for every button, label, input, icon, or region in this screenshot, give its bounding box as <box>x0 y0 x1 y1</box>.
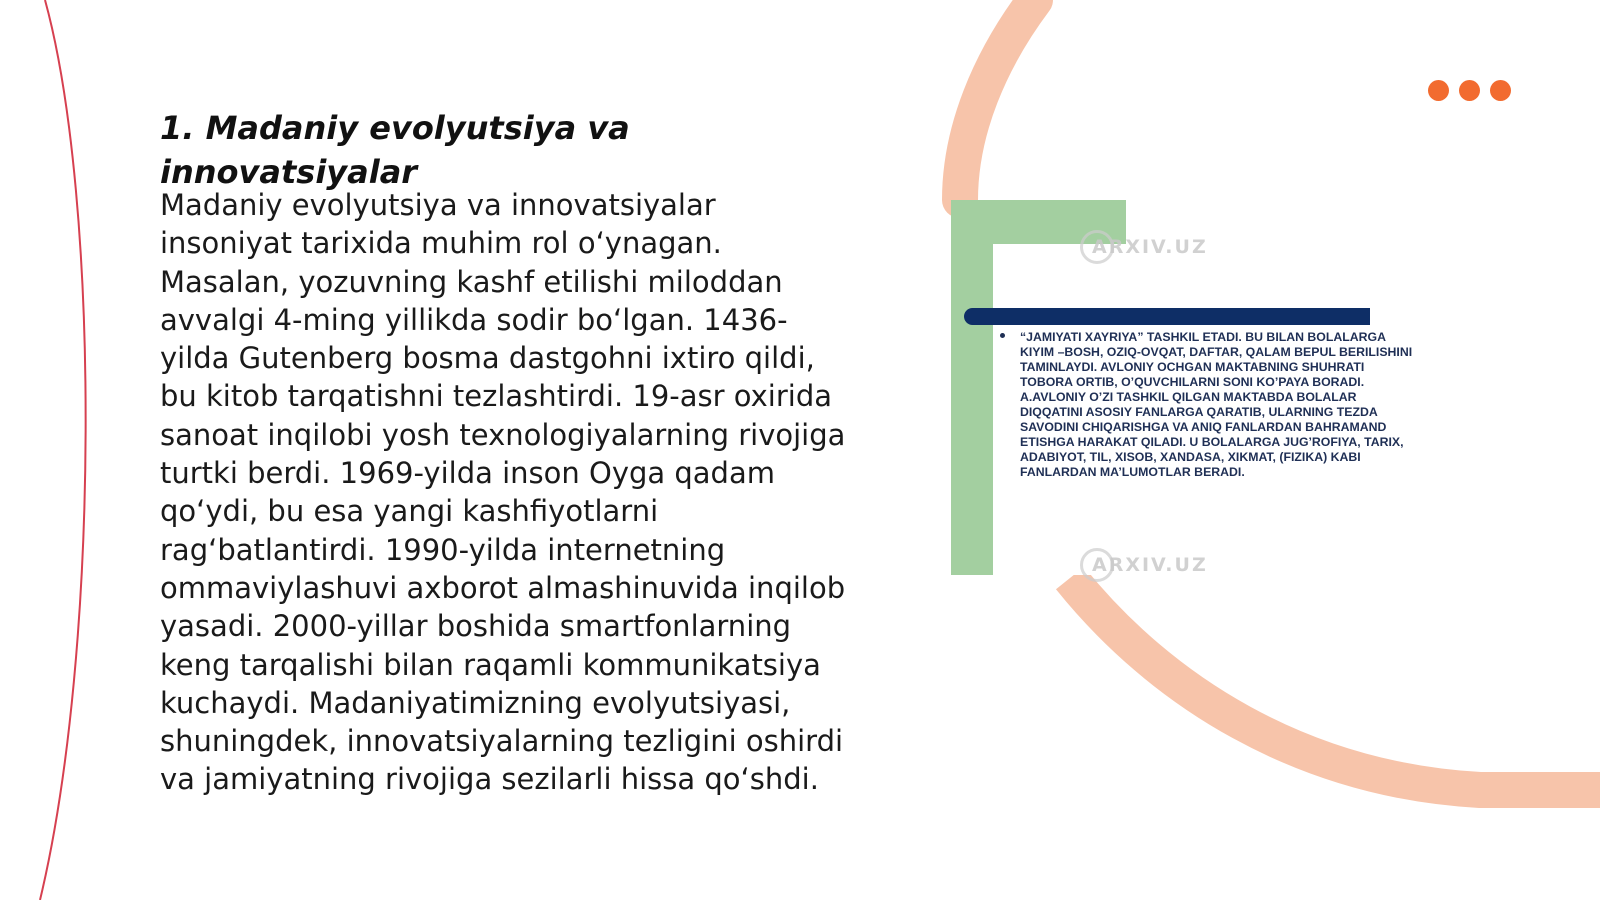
dot <box>1428 80 1449 101</box>
dot <box>1490 80 1511 101</box>
navy-header-bar <box>964 308 1370 325</box>
more-dots-icon <box>1428 80 1511 101</box>
peach-arc-top <box>960 0 1035 200</box>
bullet-icon <box>1000 333 1005 338</box>
panel-bullet-text: “JAMIYATI XAYRIYA” TASHKIL ETADI. BU BILAN BOLALARGA KIYIM –BOSH, OZIQ-OVQAT, DAFTAR, QALAM BEPUL BERILISHINI TAMINLAYDI. AVLONIY OCHGAN MAKTABNING SHUHRATI TOBORA ORTIB, O’QUVCHILARNI SONI KO’PAYA BORADI. A.AVLONIY O’ZI TASHKIL QILGAN MAKTABDA BOLALAR DIQQATINI ASOSIY FANLARGA QARATIB, ULARNING TEZDA SAVODINI CHIQARISHGA VA ANIQ FANLARDAN BAHRAMAND ETISHGA HARAKAT QILADI. U BOLALARGA JUG’ROFIYA, TARIX, ADABIYOT, TIL, XISOB, XANDASA, XIKMAT, (FIZIKA) KABI FANLARDAN MA’LUMOTLAR BERADI. <box>1020 330 1413 479</box>
page-title: 1. Madaniy evolyutsiya va innovatsiyalar <box>160 109 630 191</box>
body-paragraph: Madaniy evolyutsiya va innovatsiyalar insoniyat tarixida muhim rol o‘ynagan. Masalan, yozuvning kashf etilishi miloddan avvalgi 4-ming yillikda sodir bo‘lgan. 1436-yilda Gutenberg bosma dastgohni ixtiro qildi, bu kitob tarqatishni tezlashtirdi. 19-asr oxirida sanoat inqilobi yosh texnologiyalarning rivojiga turtki berdi. 1969-yilda inson Oyga qadam qo‘ydi, bu esa yangi kashfiyotlarni rag‘batlantirdi. 1990-yilda internetning ommaviylashuvi axborot almashinuvida inqilob yasadi. 2000-yillar boshida smartfonlarning keng tarqalishi bilan raqamli kommunikatsiya kuchaydi. Madaniyatimizning evolyutsiyasi, shuningdek, innovatsiyalarning tezligini oshirdi va jamiyatning rivojiga sezilarli hissa qo‘shdi. <box>160 188 846 797</box>
left-red-curve <box>40 0 86 900</box>
dot <box>1459 80 1480 101</box>
peach-arc-bottom <box>1070 578 1600 790</box>
watermark-text: ARXIV.UZ <box>1092 236 1208 258</box>
green-frame-side <box>951 200 993 575</box>
watermark-text: ARXIV.UZ <box>1092 554 1208 576</box>
